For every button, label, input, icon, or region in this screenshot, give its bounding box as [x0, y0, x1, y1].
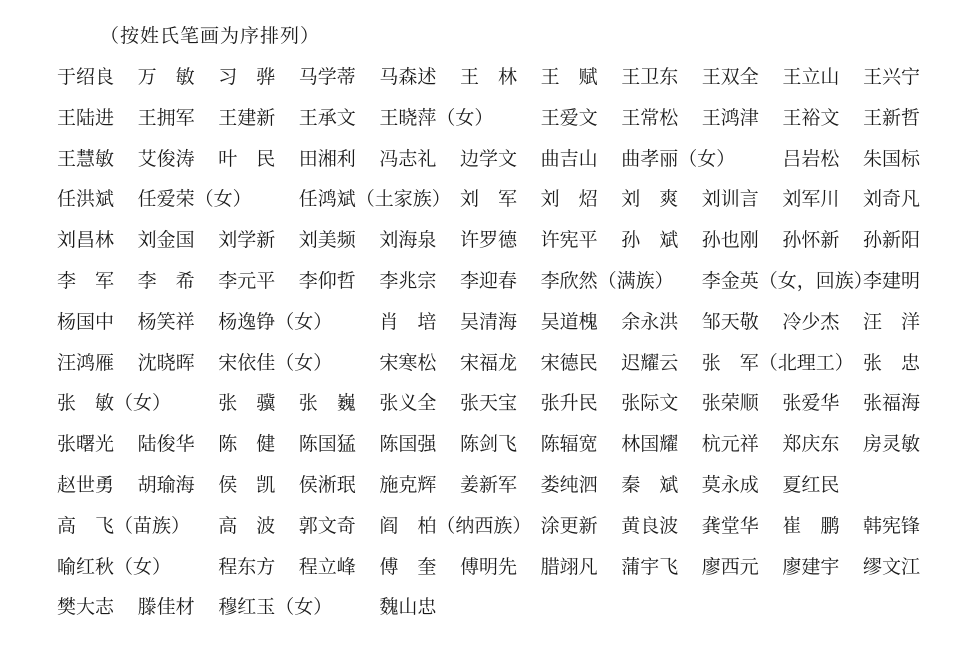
name-entry: 张 巍	[298, 392, 356, 415]
name-row	[57, 267, 937, 308]
name-entry: 廖建宇	[782, 555, 840, 578]
name-entry: 沈晓晖	[137, 351, 195, 374]
name-entry: 程东方	[218, 555, 276, 578]
name-entry: 吴道槐	[540, 310, 598, 333]
name-entry: 王建新	[218, 106, 276, 129]
name-entry: 黄良波	[621, 514, 679, 537]
name-entry: 迟耀云	[621, 351, 679, 374]
name-entry: 陈辐宽	[540, 433, 598, 456]
name-entry: 傅 奎	[379, 555, 437, 578]
name-row	[57, 63, 937, 104]
name-entry: 韩宪锋	[863, 514, 921, 537]
name-row	[57, 104, 937, 145]
name-entry: 王双全	[701, 66, 759, 88]
name-entry: 李元平	[218, 269, 276, 292]
name-entry: 王兴宁	[863, 66, 921, 88]
name-entry: 腊翊凡	[540, 555, 598, 578]
name-entry: 邹天敬	[701, 310, 759, 333]
name-entry: 赵世勇	[57, 473, 115, 496]
name-entry: 王承文	[298, 106, 356, 129]
name-entry: 刘海泉	[379, 229, 437, 252]
name-entry: 秦 斌	[621, 473, 679, 496]
name-entry: 缪文江	[863, 555, 921, 578]
name-entry: 阎 柏（纳西族）	[379, 514, 532, 537]
name-entry: 汪鸿雁	[57, 351, 115, 374]
name-entry: 刘昌林	[57, 229, 115, 252]
name-entry: 刘金国	[137, 229, 195, 252]
name-entry: 樊大志	[57, 596, 115, 619]
name-entry: 边学文	[460, 147, 518, 170]
name-entry: 孙也刚	[701, 229, 759, 252]
name-entry: 孙怀新	[782, 229, 840, 252]
name-entry: 宋依佳（女）	[218, 351, 333, 374]
name-entry: 田湘利	[298, 147, 356, 170]
name-entry: 冷少杰	[782, 310, 840, 333]
name-row	[57, 145, 937, 186]
name-entry: 任鸿斌（土家族）	[298, 188, 451, 211]
name-entry: 李迎春	[460, 269, 518, 292]
name-entry: 王慧敏	[57, 147, 115, 170]
name-entry: 王晓萍（女）	[379, 106, 494, 129]
name-entry: 喻红秋（女）	[57, 555, 172, 578]
name-entry: 娄纯泗	[540, 473, 598, 496]
name-entry: 张 骥	[218, 392, 276, 415]
name-entry: 许宪平	[540, 229, 598, 252]
name-entry: 张曙光	[57, 433, 115, 456]
name-entry: 滕佳材	[137, 596, 195, 619]
name-entry: 王 赋	[540, 66, 598, 88]
name-entry: 王新哲	[863, 106, 921, 129]
name-entry: 陈国猛	[298, 433, 356, 456]
name-entry: 王鸿津	[701, 106, 759, 129]
name-row	[57, 471, 937, 512]
name-entry: 肖 培	[379, 310, 437, 333]
name-entry: 刘 炤	[540, 188, 598, 211]
name-entry: 王拥军	[137, 106, 195, 129]
name-entry: 张爱华	[782, 392, 840, 415]
name-row	[57, 430, 937, 471]
name-entry: 张升民	[540, 392, 598, 415]
name-row	[57, 185, 937, 226]
name-row	[57, 512, 937, 553]
name-entry: 涂更新	[540, 514, 598, 537]
name-entry: 曲吉山	[540, 147, 598, 170]
name-entry: 杨国中	[57, 310, 115, 333]
name-entry: 施克辉	[379, 473, 437, 496]
name-entry: 余永洪	[621, 310, 679, 333]
name-entry: 李兆宗	[379, 269, 437, 292]
name-entry: 张 忠	[863, 351, 921, 374]
name-entry: 高 波	[218, 514, 276, 537]
name-entry: 刘军川	[782, 188, 840, 211]
name-entry: 刘奇凡	[863, 188, 921, 211]
name-entry: 张际文	[621, 392, 679, 415]
name-entry: 王立山	[782, 66, 840, 88]
name-entry: 李欣然（满族）	[540, 269, 674, 292]
name-entry: 魏山忠	[379, 596, 437, 619]
name-row	[57, 349, 937, 390]
name-entry: 宋寒松	[379, 351, 437, 374]
name-entry: 马森述	[379, 66, 437, 88]
name-entry: 傅明先	[460, 555, 518, 578]
name-entry: 刘训言	[701, 188, 759, 211]
name-entry: 叶 民	[218, 147, 276, 170]
name-entry: 王裕文	[782, 106, 840, 129]
name-row	[57, 389, 937, 430]
name-entry: 陈 健	[218, 433, 276, 456]
name-entry: 刘 军	[460, 188, 518, 211]
name-entry: 程立峰	[298, 555, 356, 578]
name-entry: 房灵敏	[863, 433, 921, 456]
name-entry: 许罗德	[460, 229, 518, 252]
name-entry: 杭元祥	[701, 433, 759, 456]
name-entry: 任爱荣（女）	[137, 188, 252, 211]
name-entry: 姜新军	[460, 473, 518, 496]
name-entry: 侯 凯	[218, 473, 276, 496]
name-entry: 陈国强	[379, 433, 437, 456]
name-entry: 吕岩松	[782, 147, 840, 170]
name-entry: 马学蒂	[298, 66, 356, 88]
name-entry: 宋福龙	[460, 351, 518, 374]
name-entry: 刘学新	[218, 229, 276, 252]
ordering-note: （按姓氏笔画为序排列）	[100, 25, 321, 47]
name-entry: 陆俊华	[137, 433, 195, 456]
name-entry: 龚堂华	[701, 514, 759, 537]
name-entry: 高 飞（苗族）	[57, 514, 191, 537]
name-entry: 宋德民	[540, 351, 598, 374]
name-entry: 张 敏（女）	[57, 392, 172, 415]
name-entry: 习 骅	[218, 66, 276, 88]
name-row	[57, 593, 937, 634]
name-entry: 张福海	[863, 392, 921, 415]
name-entry: 张 军（北理工）	[701, 351, 854, 374]
name-entry: 李建明	[863, 269, 921, 292]
name-entry: 李 军	[57, 269, 115, 292]
name-entry: 张天宝	[460, 392, 518, 415]
name-entry: 崔 鹏	[782, 514, 840, 537]
name-entry: 张义全	[379, 392, 437, 415]
name-entry: 胡瑜海	[137, 473, 195, 496]
name-entry: 郭文奇	[298, 514, 356, 537]
name-entry: 杨逸铮（女）	[218, 310, 333, 333]
name-entry: 曲孝丽（女）	[621, 147, 736, 170]
name-entry: 孙 斌	[621, 229, 679, 252]
name-entry: 万 敏	[137, 66, 195, 88]
name-entry: 杨笑祥	[137, 310, 195, 333]
name-row	[57, 308, 937, 349]
name-entry: 朱国标	[863, 147, 921, 170]
name-entry: 艾俊涛	[137, 147, 195, 170]
name-entry: 蒲宇飞	[621, 555, 679, 578]
name-entry: 侯淅珉	[298, 473, 356, 496]
name-entry: 郑庆东	[782, 433, 840, 456]
name-entry: 任洪斌	[57, 188, 115, 211]
name-entry: 李金英（女，回族）	[701, 269, 873, 292]
name-entry: 王陆进	[57, 106, 115, 129]
name-entry: 刘美频	[298, 229, 356, 252]
name-entry: 冯志礼	[379, 147, 437, 170]
name-entry: 汪 洋	[863, 310, 921, 333]
name-entry: 穆红玉（女）	[218, 596, 333, 619]
name-entry: 夏红民	[782, 473, 840, 496]
name-entry: 李仰哲	[298, 269, 356, 292]
name-entry: 林国耀	[621, 433, 679, 456]
name-entry: 王卫东	[621, 66, 679, 88]
name-entry: 王常松	[621, 106, 679, 129]
name-entry: 于绍良	[57, 66, 115, 88]
name-entry: 王 林	[460, 66, 518, 88]
name-entry: 廖西元	[701, 555, 759, 578]
name-row	[57, 226, 937, 267]
name-entry: 李 希	[137, 269, 195, 292]
name-grid	[57, 63, 937, 634]
name-entry: 王爱文	[540, 106, 598, 129]
name-row	[57, 553, 937, 594]
name-entry: 孙新阳	[863, 229, 921, 252]
name-entry: 陈剑飞	[460, 433, 518, 456]
name-entry: 刘 爽	[621, 188, 679, 211]
name-entry: 张荣顺	[701, 392, 759, 415]
name-entry: 吴清海	[460, 310, 518, 333]
name-entry: 莫永成	[701, 473, 759, 496]
